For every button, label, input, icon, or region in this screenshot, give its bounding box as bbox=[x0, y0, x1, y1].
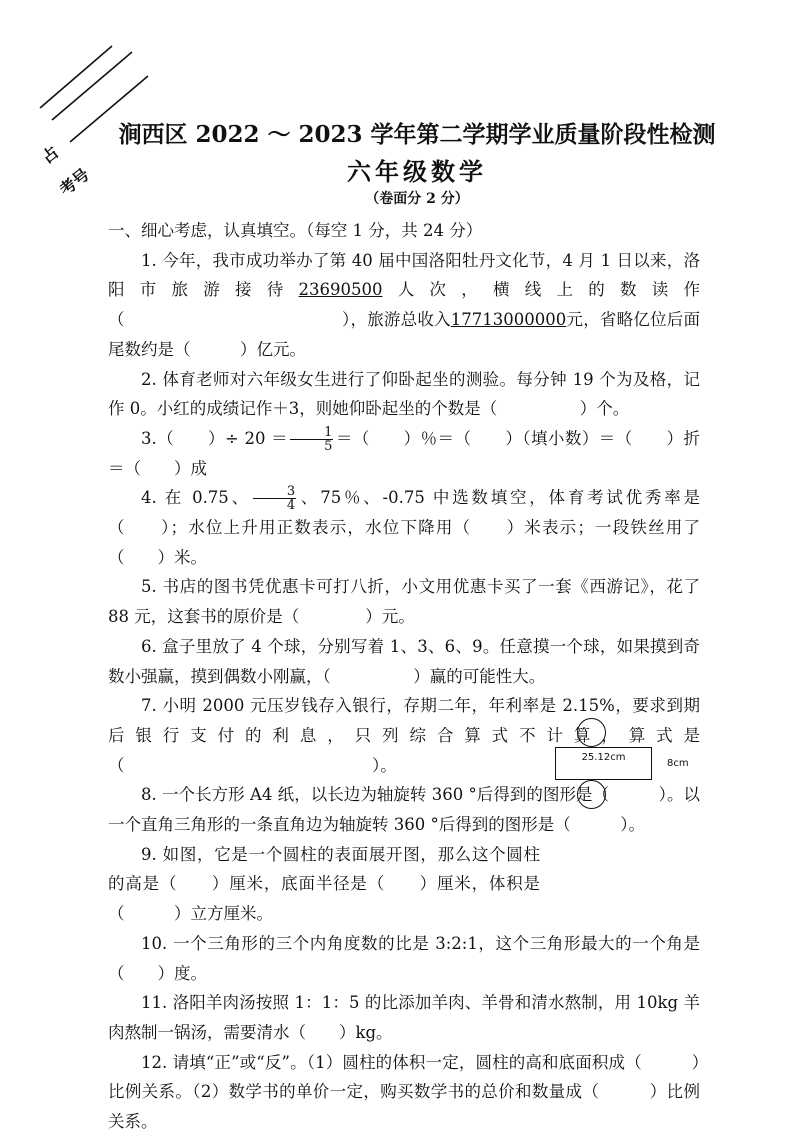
q3-text-a: 3.（ ）÷ 20 ＝ bbox=[141, 428, 289, 448]
q3-fraction-denominator: 5 bbox=[324, 438, 333, 454]
rectangle-length-label: 25.12cm bbox=[581, 752, 626, 763]
question-6: 6. 盒子里放了 4 个球，分别写着 1、3、6、9。任意摸一个球，如果摸到奇数小强赢，摸到偶数小刚赢，（ ）赢的可能性大。 bbox=[108, 636, 700, 686]
q4-fraction-denominator: 4 bbox=[286, 498, 296, 514]
corner-label-seat: 占 bbox=[37, 142, 63, 168]
question-5: 5. 书店的图书凭优惠卡可打八折，小文用优惠卡买了一套《西游记》，花了 88 元，这套书的原价是（ ）元。 bbox=[108, 577, 700, 627]
q4-fraction-numerator: 3 bbox=[253, 485, 296, 499]
cylinder-net-figure bbox=[555, 718, 695, 810]
cylinder-bottom-circle bbox=[577, 780, 606, 809]
question-12: 12. 请填“正”或“反”。（1）圆柱的体积一定，圆柱的高和底面积成（ ）比例关系。（2）数学书的单价一定，购买数学书的总价和数量成（ ）比例关系。 bbox=[108, 1052, 700, 1132]
question-4 bbox=[108, 483, 700, 572]
q4-text-b: 、75％、-0.75 中选数填空，体育考试优秀率是（ ）；水位上升用正数表示，水位下降用（ ）米表示；一段铁丝用了（ ）米。 bbox=[108, 488, 700, 567]
question-11: 11. 洛阳羊肉汤按照 1：1：5 的比添加羊肉、羊骨和清水熬制，用 10kg 羊肉熬制一锅汤，需要清水（ ）kg。 bbox=[108, 993, 700, 1042]
q1-underlined-number-2: 17713000000 bbox=[450, 310, 567, 330]
exam-subject: 六年级数学 bbox=[347, 157, 487, 186]
exam-score-note: （卷面分 2 分） bbox=[365, 191, 469, 207]
question-8: 8. 一个长方形 A4 纸，以长边为轴旋转 360 °后得到的图形是（ ）。以一个直角三角形的一条直角边为轴旋转 360 °后得到的图形是（ ）。 bbox=[108, 785, 700, 835]
cylinder-top-circle bbox=[577, 718, 606, 747]
q3-fraction-numerator: 1 bbox=[290, 426, 333, 440]
question-1 bbox=[108, 246, 700, 365]
q3-fraction bbox=[290, 426, 333, 453]
q3-text-b: ＝（ ）％＝（ ）（填小数）＝（ ）折 ＝（ ）成 bbox=[108, 428, 701, 478]
q4-text-a: 4. 在 0.75、 bbox=[141, 488, 251, 508]
exam-title: 涧西区 2022 ～ 2023 学年第二学期学业质量阶段性检测 bbox=[118, 121, 716, 148]
section-1-heading: 一、细心考虑，认真填空。（每空 1 分，共 24 分） bbox=[108, 221, 483, 240]
q1-underlined-number-1: 23690500 bbox=[298, 280, 383, 300]
rectangle-height-label: 8cm bbox=[667, 758, 689, 769]
corner-label-exam-number: 考号 bbox=[55, 164, 93, 200]
question-10: 10. 一个三角形的三个内角度数的比是 3:2:1，这个三角形最大的一个角是（ ）度。 bbox=[108, 933, 700, 983]
question-2: 2. 体育老师对六年级女生进行了仰卧起坐的测验。每分钟 19 个为及格，记作 0。小红的成绩记作＋3，则她仰卧起坐的个数是（ ）个。 bbox=[108, 369, 700, 419]
q4-fraction bbox=[253, 485, 296, 512]
question-7: 7. 小明 2000 元压岁钱存入银行，存期二年，年利率是 2.15%，要求到期后银行支付的利息，只列综合算式不计算，算式是（ ）。 bbox=[108, 696, 700, 775]
question-3 bbox=[108, 424, 700, 483]
q1-text-b: 人次，横线上的数读作（ ），旅游总收入 bbox=[108, 280, 701, 330]
q1-text-a: 1. 今年，我市成功举办了第 40 届中国洛阳牡丹文化节，4 月 1 日以来，洛阳市旅游接待 bbox=[108, 250, 700, 300]
exam-content bbox=[108, 216, 700, 1137]
question-9: 9. 如图，它是一个圆柱的表面展开图，那么这个圆柱的高是（ ）厘米，底面半径是（ ）厘米，体积是（ ）立方厘米。 bbox=[108, 844, 540, 924]
q1-text-c: 元，省略亿位后面尾数约是（ ）亿元。 bbox=[108, 310, 701, 359]
